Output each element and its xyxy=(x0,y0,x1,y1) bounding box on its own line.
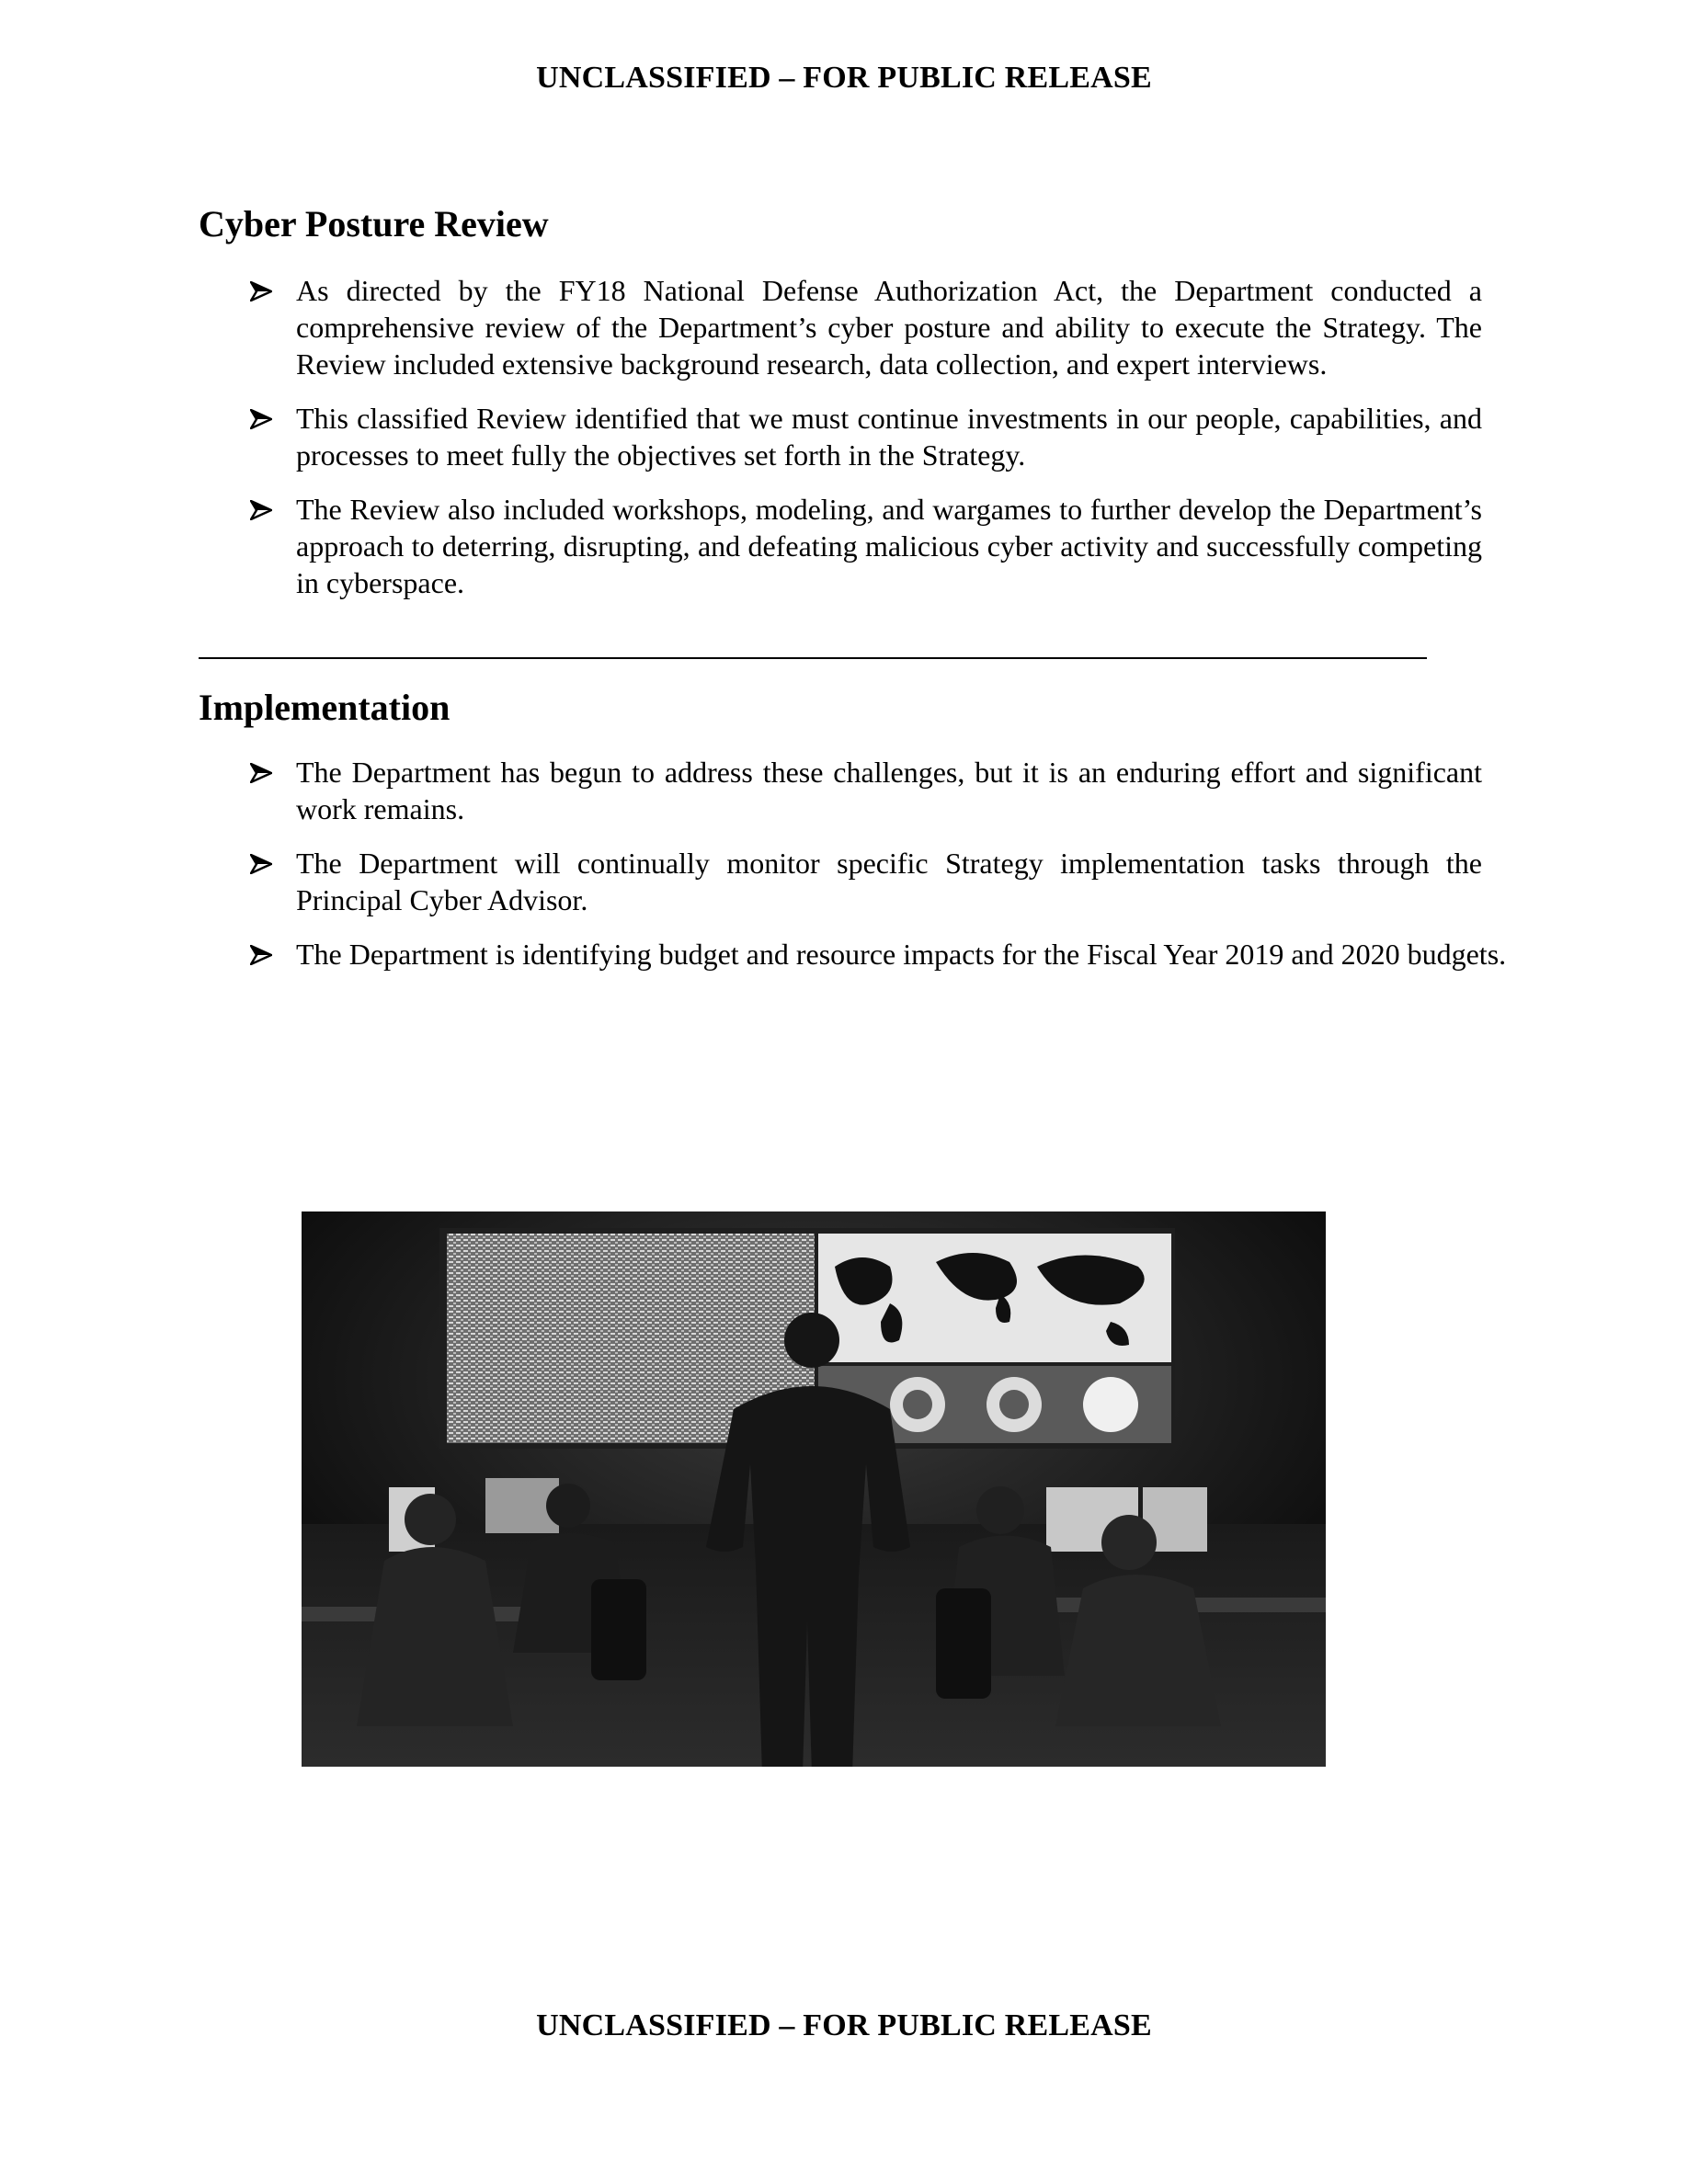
bullet-text: As directed by the FY18 National Defense Authorization Act, the Department conducted a comprehensive review of the Department’s cyber posture and ability to execute the Strategy. The Review included extensive background research, data collection, and expert interviews. xyxy=(296,274,1482,381)
footer-classification-banner: UNCLASSIFIED – FOR PUBLIC RELEASE xyxy=(536,2008,1152,2042)
arrowhead-bullet-icon xyxy=(250,491,274,528)
operations-room-illustration xyxy=(302,1211,1326,1767)
bullet-text: The Review also included workshops, modeling, and wargames to further develop the Department’s approach to deterring, disrupting, and defeating malicious cyber activity and successfully competing in cyberspace. xyxy=(296,493,1482,599)
bullet-item xyxy=(250,491,1482,601)
implementation-bullet-list xyxy=(250,754,1507,990)
bullet-item xyxy=(250,400,1482,473)
arrowhead-bullet-icon xyxy=(250,400,274,437)
cyber-posture-review-bullet-list xyxy=(250,272,1482,619)
bullet-text: The Department has begun to address these challenges, but it is an enduring effort and significant work remains. xyxy=(296,756,1482,825)
header-classification-banner: UNCLASSIFIED – FOR PUBLIC RELEASE xyxy=(536,61,1152,95)
bullet-item xyxy=(250,845,1482,918)
bullet-item xyxy=(250,754,1482,827)
bullet-text: The Department is identifying budget and resource impacts for the Fiscal Year 2019 and 2020 budgets. xyxy=(296,938,1507,971)
section-title-implementation: Implementation xyxy=(199,687,451,728)
arrowhead-bullet-icon xyxy=(250,754,274,791)
arrowhead-bullet-icon xyxy=(250,272,274,309)
bullet-item xyxy=(250,936,1543,973)
bullet-item xyxy=(250,272,1482,382)
section-title-cyber-posture-review: Cyber Posture Review xyxy=(199,203,549,245)
arrowhead-bullet-icon xyxy=(250,845,274,882)
cyber-operations-center-photo xyxy=(302,1211,1326,1767)
section-divider xyxy=(199,657,1427,659)
bullet-text: This classified Review identified that we must continue investments in our people, capabilities, and processes to meet fully the objectives set forth in the Strategy. xyxy=(296,402,1482,472)
bullet-text: The Department will continually monitor specific Strategy implementation tasks through the Principal Cyber Advisor. xyxy=(296,847,1482,916)
arrowhead-bullet-icon xyxy=(250,936,274,973)
